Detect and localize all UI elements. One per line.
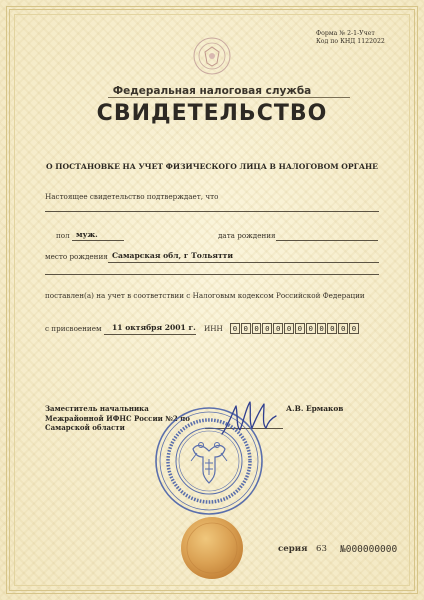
assigned-label: с присвоением (45, 324, 102, 333)
tax-service-emblem-icon (192, 36, 232, 76)
registered-text: поставлен(а) на учет в соответствии с Налоговым кодексом Российской Федерации (45, 291, 365, 300)
signer-name: А.В. Ермаков (286, 404, 344, 413)
confirm-text: Настоящее свидетельство подтверждает, что (45, 192, 219, 201)
inn-digit: 0 (230, 323, 240, 334)
gender-label: пол (56, 231, 70, 240)
name-line (45, 211, 379, 212)
form-code-line1: Форма № 2-1-Учет (316, 30, 375, 37)
signer-line2: Межрайонной ИФНС России №2 по (45, 413, 190, 423)
inn-digit: 0 (306, 323, 316, 334)
series-label: серия (278, 544, 308, 554)
certificate-number: №000000000 (340, 544, 398, 555)
birth-date-label: дата рождения (218, 231, 276, 240)
document-title: СВИДЕТЕЛЬСТВО (96, 101, 328, 126)
inn-digit: 0 (241, 323, 251, 334)
birth-place-line-2 (45, 274, 379, 275)
inn-digit: 0 (317, 323, 327, 334)
document-subtitle: О ПОСТАНОВКЕ НА УЧЕТ ФИЗИЧЕСКОГО ЛИЦА В НАЛОГОВОМ ОРГАНЕ (46, 162, 378, 171)
inn-digit: 0 (349, 323, 359, 334)
assigned-date: 11 октября 2001 г. (112, 323, 196, 332)
inn-digit: 0 (252, 323, 262, 334)
series-value: 63 (316, 544, 327, 554)
inn-digit: 0 (262, 323, 272, 334)
inn-digit: 0 (327, 323, 337, 334)
inn-digit: 0 (284, 323, 294, 334)
birth-date-line (276, 240, 378, 241)
form-code-line2: Код по КНД 1122022 (316, 38, 385, 45)
inn-digit: 0 (338, 323, 348, 334)
inn-field (230, 323, 360, 334)
birth-place-value: Самарская обл, г Тольятти (112, 251, 234, 260)
inn-label: ИНН (204, 324, 223, 333)
signer-line3: Самарской области (45, 423, 125, 432)
inn-digit: 0 (273, 323, 283, 334)
signer-line1: Заместитель начальника (45, 404, 149, 413)
birth-place-line (108, 262, 379, 263)
birth-place-label: место рождения (45, 252, 108, 261)
gold-seal-icon (179, 515, 245, 581)
inn-digit: 0 (295, 323, 305, 334)
handwritten-signature-icon (218, 396, 278, 442)
service-name: Федеральная налоговая служба (112, 85, 312, 97)
assigned-date-line (104, 334, 196, 335)
gender-value: муж. (76, 230, 98, 239)
gender-line (72, 240, 124, 241)
form-code (316, 30, 385, 46)
title-rule (108, 97, 350, 98)
